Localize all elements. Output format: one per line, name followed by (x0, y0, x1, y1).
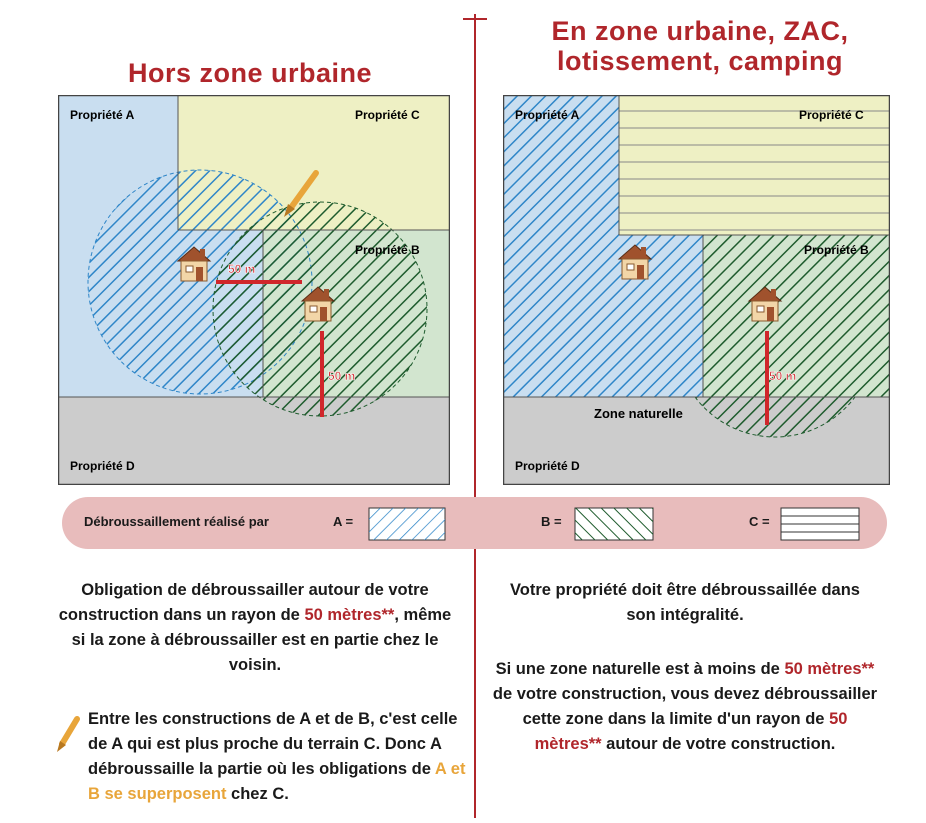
right-p2-text-c: autour de votre construction. (601, 735, 836, 753)
legend-a-label: A = (333, 514, 354, 529)
legend-label: Débroussaillement réalisé par (84, 514, 269, 529)
label-prop-c: Propriété C (799, 108, 864, 122)
right-p2-text-a: Si une zone naturelle est à moins de (495, 660, 785, 678)
legend-b-label: B = (541, 514, 562, 529)
left-p2-text-a: Entre les constructions de A et de B, c'est celle de A qui est plus proche du terrain C. Donc A débroussaille la partie où les obligations de (88, 710, 458, 778)
right-paragraph-1: Votre propriété doit être débroussaillée dans son intégralité. (510, 581, 860, 624)
legend-c-label: C = (749, 514, 770, 529)
center-divider (474, 14, 476, 818)
label-prop-b: Propriété B (804, 243, 869, 257)
right-p2-highlight-2: 50 mètres** (534, 710, 848, 753)
title-right (490, 16, 910, 76)
right-p2-highlight-1: 50 mètres** (784, 660, 875, 678)
left-paragraph-2 (88, 707, 468, 807)
title-left: Hors zone urbaine (127, 58, 373, 88)
right-p2-text-b: de votre construction, vous devez débroussailler cette zone dans la limite d'un rayon de (492, 685, 878, 728)
distance-label-b: 50 m (328, 369, 356, 383)
map-hors-zone-urbaine (58, 95, 450, 485)
legend-bar (62, 497, 887, 549)
label-prop-b: Propriété B (355, 243, 420, 257)
legend-c-swatch (780, 507, 860, 541)
distance-label-a: 50 m (228, 262, 256, 276)
legend-a-swatch (368, 507, 446, 541)
left-p1-text-b: , même si la zone à débroussailler est en partie chez le voisin. (71, 606, 452, 674)
left-p2-text-b: chez C. (226, 785, 289, 803)
left-paragraph-1 (50, 578, 460, 678)
left-p1-text-a: Obligation de débroussailler autour de votre construction dans un rayon de (58, 581, 429, 624)
title-right-line1: En zone urbaine, ZAC, (551, 16, 849, 46)
title-right-line2: lotissement, camping (556, 46, 844, 77)
label-prop-a: Propriété A (515, 108, 580, 122)
prop-b-hatched (703, 235, 890, 397)
right-paragraph-2 (490, 657, 880, 757)
map-zone-urbaine (503, 95, 890, 485)
left-p1-highlight: 50 mètres** (304, 606, 395, 624)
label-prop-c: Propriété C (355, 108, 420, 122)
label-prop-d: Propriété D (515, 459, 580, 473)
divider-tick (463, 18, 487, 20)
pencil-icon (55, 716, 81, 754)
distance-label-right: 50 m (769, 369, 797, 383)
label-prop-a: Propriété A (70, 108, 135, 122)
left-p2-highlight: A et B se superposent (88, 760, 466, 803)
legend-b-swatch (574, 507, 654, 541)
label-zone-naturelle: Zone naturelle (594, 406, 683, 421)
label-prop-d: Propriété D (70, 459, 135, 473)
